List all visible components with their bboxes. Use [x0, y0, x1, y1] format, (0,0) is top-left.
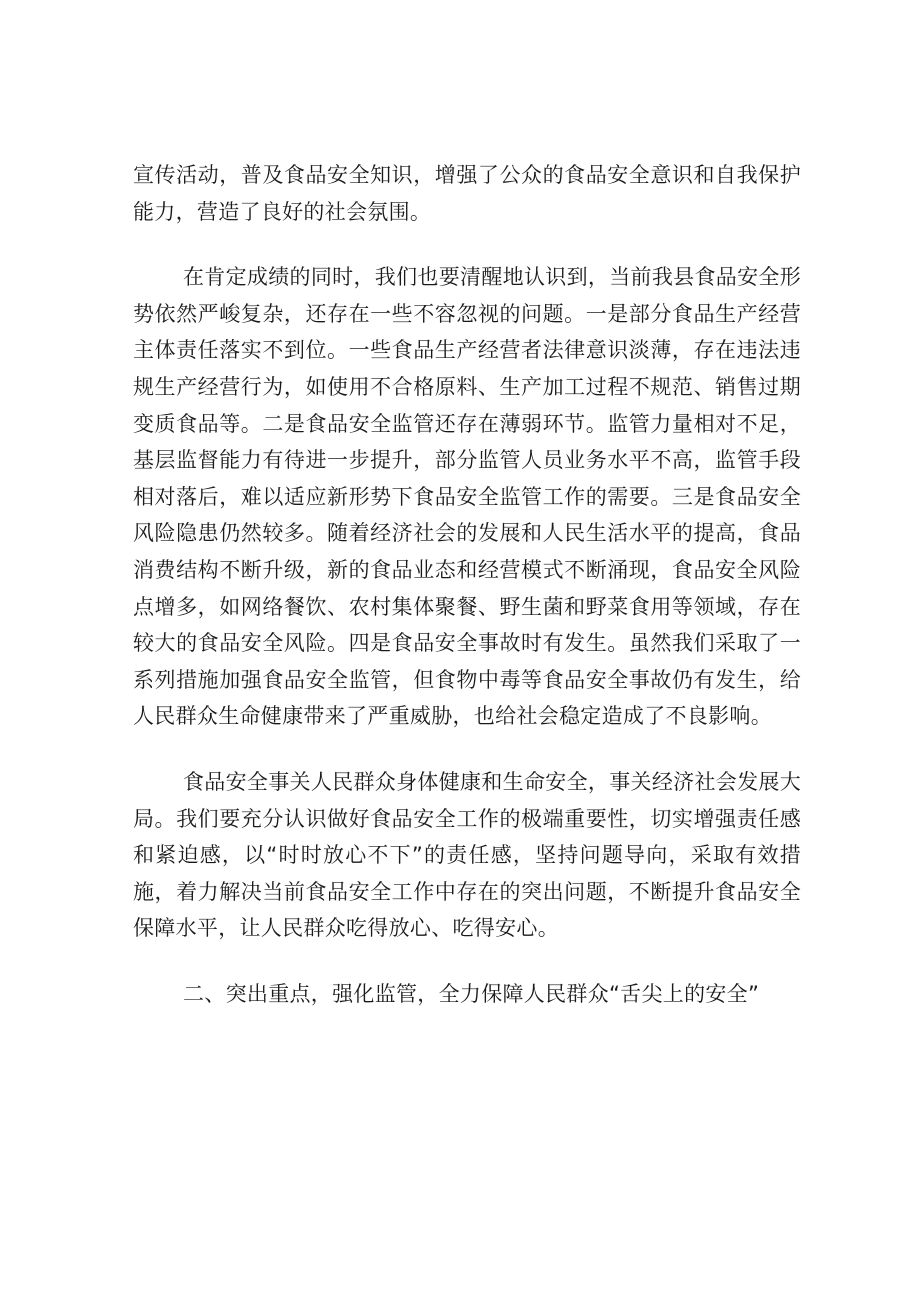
section-heading: 二、突出重点，强化监管，全力保障人民群众“舌尖上的安全” — [183, 981, 760, 1006]
paragraph-problems: 在肯定成绩的同时，我们也要清醒地认识到，当前我县食品安全形势依然严峻复杂，还存在一些不容忽视的问题。一是部分食品生产经营主体责任落实不到位。一些食品生产经营者法律意识淡薄，存在违法违规生产经营行为，如使用不合格原料、生产加工过程不规范、销售过期变质食品等。二是食品安全监管还存在薄弱环节。监管力量相对不足，基层监督能力有待进一步提升，部分监管人员业务水平不高，监管手段相对落后，难以适应新形势下食品安全监管工作的需要。三是食品安全风险隐患仍然较多。随着经济社会的发展和人民生活水平的提高，食品消费结构不断升级，新的食品业态和经营模式不断涌现，食品安全风险点增多，如网络餐饮、农村集体聚餐、野生菌和野菜食用等领域，存在较大的食品安全风险。四是食品安全事故时有发生。虽然我们采取了一系列措施加强食品安全监管，但食物中毒等食品安全事故仍有发生，给人民群众生命健康带来了严重威胁，也给社会稳定造成了不良影响。 — [133, 265, 801, 729]
document-body — [133, 157, 801, 1012]
paragraph-continuation: 宣传活动，普及食品安全知识，增强了公众的食品安全意识和自我保护能力，营造了良好的社会氛围。 — [133, 163, 801, 224]
paragraph-importance: 食品安全事关人民群众身体健康和生命安全，事关经济社会发展大局。我们要充分认识做好食品安全工作的极端重要性，切实增强责任感和紧迫感，以“时时放心不下”的责任感，坚持问题导向，采取有效措施，着力解决当前食品安全工作中存在的突出问题，不断提升食品安全保障水平，让人民群众吃得放心、吃得安心。 — [133, 769, 801, 941]
